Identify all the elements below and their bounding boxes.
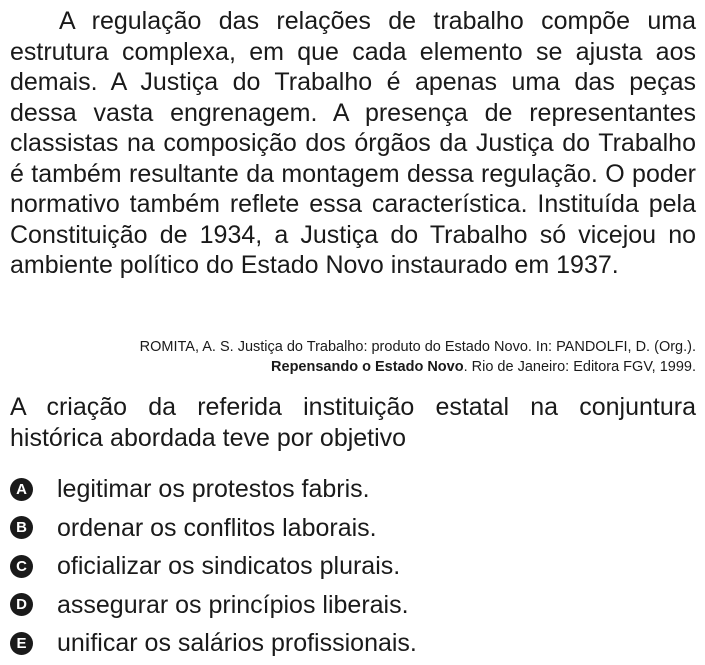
option-e[interactable] — [10, 624, 696, 663]
option-d[interactable] — [10, 586, 696, 625]
option-a-text: legitimar os protestos fabris. — [57, 475, 370, 504]
question-stem: A criação da referida instituição estatal na conjuntura histórica abordada teve por objetivo — [10, 393, 696, 452]
option-c-letter-badge: C — [10, 555, 33, 578]
option-e-text: unificar os salários profissionais. — [57, 629, 417, 658]
passage-text: A regulação das relações de trabalho compõe uma estrutura complexa, em que cada elemento se ajusta aos demais. A Justiça do Trabalho é apenas uma das peças dessa vasta engrenagem. A presença de representantes classistas na composição dos órgãos da Justiça do Trabalho é também resultante da montagem dessa regulação. O poder normativo também reflete essa característica. Instituída pela Constituição de 1934, a Justiça do Trabalho só vicejou no ambiente político do Estado Novo instaurado em 1937. — [10, 7, 696, 279]
citation-publisher: . Rio de Janeiro: Editora FGV, 1999. — [463, 359, 696, 375]
option-d-text: assegurar os princípios liberais. — [57, 590, 409, 619]
option-d-letter-badge: D — [10, 593, 33, 616]
option-c[interactable] — [10, 547, 696, 586]
answer-options — [10, 470, 696, 663]
citation-book-title: Repensando o Estado Novo — [271, 359, 464, 375]
option-b[interactable] — [10, 509, 696, 548]
option-e-letter-badge: E — [10, 632, 33, 655]
citation-line-1: ROMITA, A. S. Justiça do Trabalho: produto do Estado Novo. In: PANDOLFI, D. (Org.). — [139, 339, 696, 355]
option-b-letter-badge: B — [10, 516, 33, 539]
source-citation — [10, 337, 696, 377]
citation-line-2 — [10, 357, 696, 377]
option-a-letter-badge: A — [10, 478, 33, 501]
option-b-text: ordenar os conflitos laborais. — [57, 513, 377, 542]
option-c-text: oficializar os sindicatos plurais. — [57, 552, 401, 581]
option-a[interactable] — [10, 470, 696, 509]
